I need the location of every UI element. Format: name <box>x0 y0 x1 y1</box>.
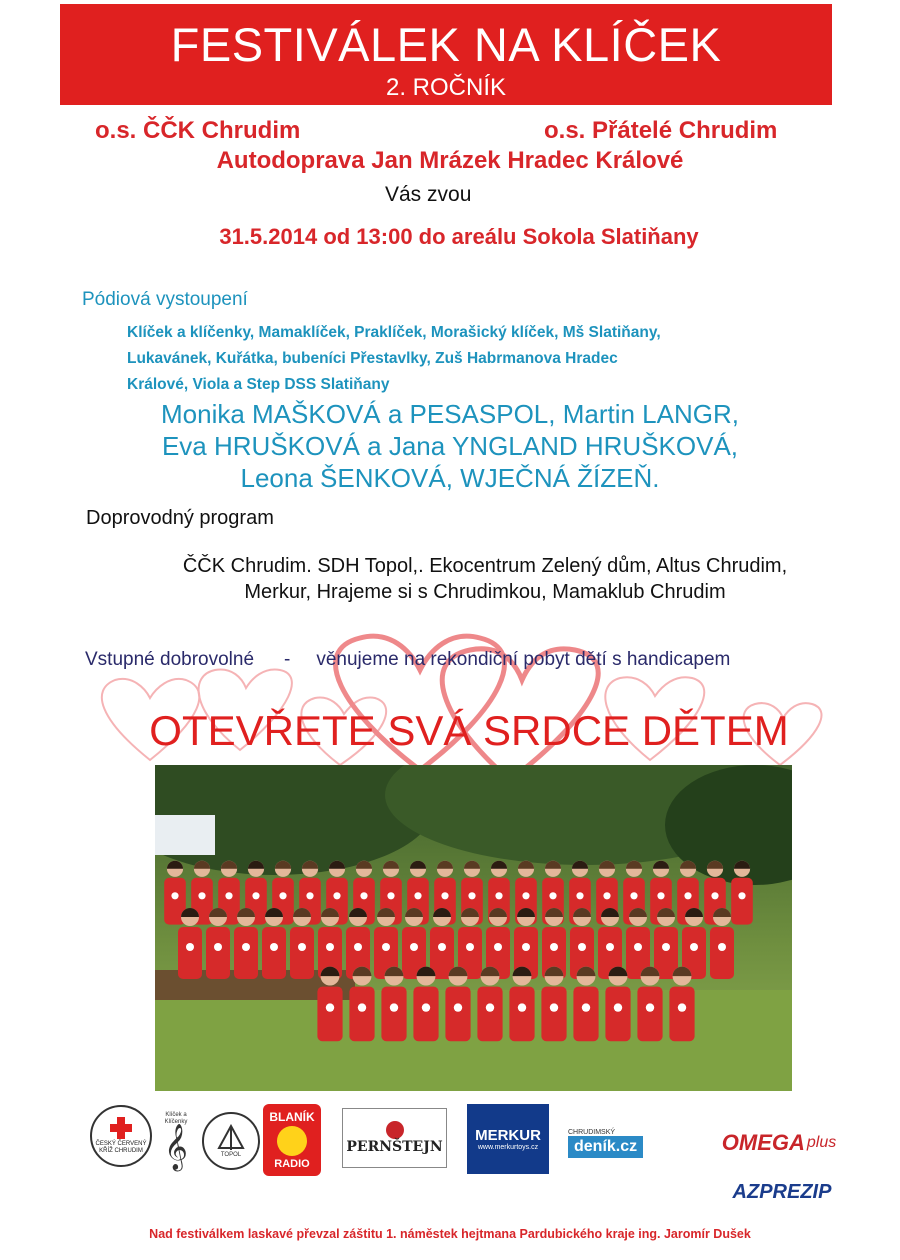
entry-label: Vstupné dobrovolné <box>85 649 255 670</box>
person-figure <box>214 943 222 951</box>
person-figure <box>576 892 583 899</box>
person-figure <box>495 892 502 899</box>
title-banner <box>60 4 832 105</box>
person-figure <box>578 943 586 951</box>
entry-line <box>85 649 730 671</box>
merkur-logo: MERKUR www.merkurtoys.cz <box>467 1104 549 1174</box>
person-figure <box>541 987 566 1042</box>
podium-line: Lukavánek, Kuřátka, bubeníci Přestavlky, Zuš Habrmanova Hradec <box>127 350 618 367</box>
person-figure <box>382 943 390 951</box>
topol-logo: TOPOL <box>202 1112 260 1170</box>
person-figure <box>549 892 556 899</box>
person-figure <box>690 943 698 951</box>
person-figure <box>468 892 475 899</box>
person-figure <box>454 1003 462 1011</box>
omega-plus-logo: OMEGA plus <box>721 1130 837 1155</box>
invite-text: Vás zvou <box>385 183 472 206</box>
podium-line: Klíček a klíčenky, Mamaklíček, Praklíček, Morašický klíček, Mš Slatiňany, <box>127 324 661 341</box>
person-figure <box>518 1003 526 1011</box>
festival-title: FESTIVÁLEK NA KLÍČEK <box>170 18 722 71</box>
person-figure <box>326 943 334 951</box>
podium-list <box>127 320 867 398</box>
person-figure <box>614 1003 622 1011</box>
person-figure <box>381 987 406 1042</box>
cck-logo: ČESKÝ ČERVENÝ KŘÍŽ CHRUDIM <box>90 1105 152 1167</box>
person-figure <box>731 878 753 925</box>
person-figure <box>186 943 194 951</box>
person-figure <box>522 892 529 899</box>
person-figure <box>358 1003 366 1011</box>
podium-heading: Pódiová vystoupení <box>82 289 248 310</box>
person-figure <box>710 927 734 979</box>
person-figure <box>354 943 362 951</box>
group-photo <box>155 765 792 1091</box>
person-figure <box>413 987 438 1042</box>
person-figure <box>630 892 637 899</box>
organizer-center: Autodoprava Jan Mrázek Hradec Králové <box>216 147 684 174</box>
entry-note: věnujeme na rekondiční pobyt dětí s handicapem <box>316 649 731 670</box>
person-figure <box>270 943 278 951</box>
person-figure <box>509 987 534 1042</box>
person-figure <box>646 1003 654 1011</box>
person-figure <box>603 892 610 899</box>
person-figure <box>298 943 306 951</box>
prezip-logo: AZPREZIP <box>732 1180 832 1203</box>
person-figure <box>349 987 374 1042</box>
treble-clef-icon: 𝄞 <box>164 1124 188 1170</box>
person-figure <box>290 927 314 979</box>
event-date-line: 31.5.2014 od 13:00 do areálu Sokola Slatiňany <box>219 224 699 249</box>
artists-line: Leona ŠENKOVÁ, WJEČNÁ ŽÍZEŇ. <box>240 463 660 493</box>
artists-line: Eva HRUŠKOVÁ a Jana YNGLAND HRUŠKOVÁ, <box>161 431 739 461</box>
sun-icon <box>277 1126 307 1156</box>
person-figure <box>414 892 421 899</box>
red-cross-icon <box>110 1117 132 1139</box>
pernstejn-logo: PERNŠTEJN <box>342 1108 447 1168</box>
patronage-footer: Nad festiválkem laskavé převzal záštitu 1. náměstek hejtmana Pardubického kraje ing. Jaromír Dušek <box>149 1227 751 1241</box>
klicek-logo: Klíček a Klíčenky 𝄞 <box>164 1112 188 1170</box>
tree-icon <box>214 1124 248 1152</box>
person-figure <box>262 927 286 979</box>
person-figure <box>360 892 367 899</box>
person-figure <box>390 1003 398 1011</box>
person-figure <box>171 892 178 899</box>
person-figure <box>669 987 694 1042</box>
group-photo-image <box>155 765 792 1091</box>
person-figure <box>387 892 394 899</box>
person-figure <box>678 1003 686 1011</box>
person-figure <box>657 892 664 899</box>
person-figure <box>252 892 259 899</box>
person-figure <box>441 892 448 899</box>
person-figure <box>306 892 313 899</box>
person-figure <box>279 892 286 899</box>
person-figure <box>198 892 205 899</box>
person-figure <box>550 943 558 951</box>
accompanying-list <box>0 553 900 605</box>
person-figure <box>634 943 642 951</box>
podium-line: Králové, Viola a Step DSS Slatiňany <box>127 376 390 393</box>
person-figure <box>225 892 232 899</box>
person-figure <box>438 943 446 951</box>
person-figure <box>522 943 530 951</box>
person-figure <box>206 927 230 979</box>
person-figure <box>718 943 726 951</box>
person-figure <box>684 892 691 899</box>
accompanying-line: ČČK Chrudim. SDH Topol,. Ekocentrum Zelený dům, Altus Chrudim, <box>182 555 788 577</box>
person-figure <box>637 987 662 1042</box>
person-figure <box>317 987 342 1042</box>
accompanying-line: Merkur, Hrajeme si s Chrudimkou, Mamaklub Chrudim <box>244 581 726 603</box>
person-figure <box>178 927 202 979</box>
person-figure <box>573 987 598 1042</box>
organizer-right: o.s. Přátelé Chrudim <box>544 117 778 144</box>
person-figure <box>477 987 502 1042</box>
person-figure <box>422 1003 430 1011</box>
entry-dash: - <box>284 649 291 670</box>
person-figure <box>494 943 502 951</box>
person-figure <box>410 943 418 951</box>
person-figure <box>486 1003 494 1011</box>
person-figure <box>333 892 340 899</box>
blanik-radio-logo: BLANÍK RADIO <box>263 1104 321 1176</box>
artists-line: Monika MAŠKOVÁ a PESASPOL, Martin LANGR, <box>161 399 739 429</box>
person-figure <box>605 987 630 1042</box>
person-figure <box>466 943 474 951</box>
person-figure <box>234 927 258 979</box>
person-figure <box>662 943 670 951</box>
artists-list <box>0 398 900 494</box>
denik-logo: CHRUDIMSKÝ deník.cz <box>568 1123 676 1163</box>
person-figure <box>582 1003 590 1011</box>
person-figure <box>738 892 745 899</box>
person-figure <box>445 987 470 1042</box>
edition-label: 2. ROČNÍK <box>385 74 507 101</box>
person-figure <box>711 892 718 899</box>
person-figure <box>606 943 614 951</box>
person-figure <box>326 1003 334 1011</box>
slogan: OTEVŘETE SVÁ SRDCE DĚTEM <box>149 707 789 754</box>
accompanying-heading: Doprovodný program <box>86 507 274 529</box>
shield-icon <box>386 1121 404 1139</box>
person-figure <box>550 1003 558 1011</box>
person-figure <box>242 943 250 951</box>
organizer-left: o.s. ČČK Chrudim <box>95 117 301 144</box>
